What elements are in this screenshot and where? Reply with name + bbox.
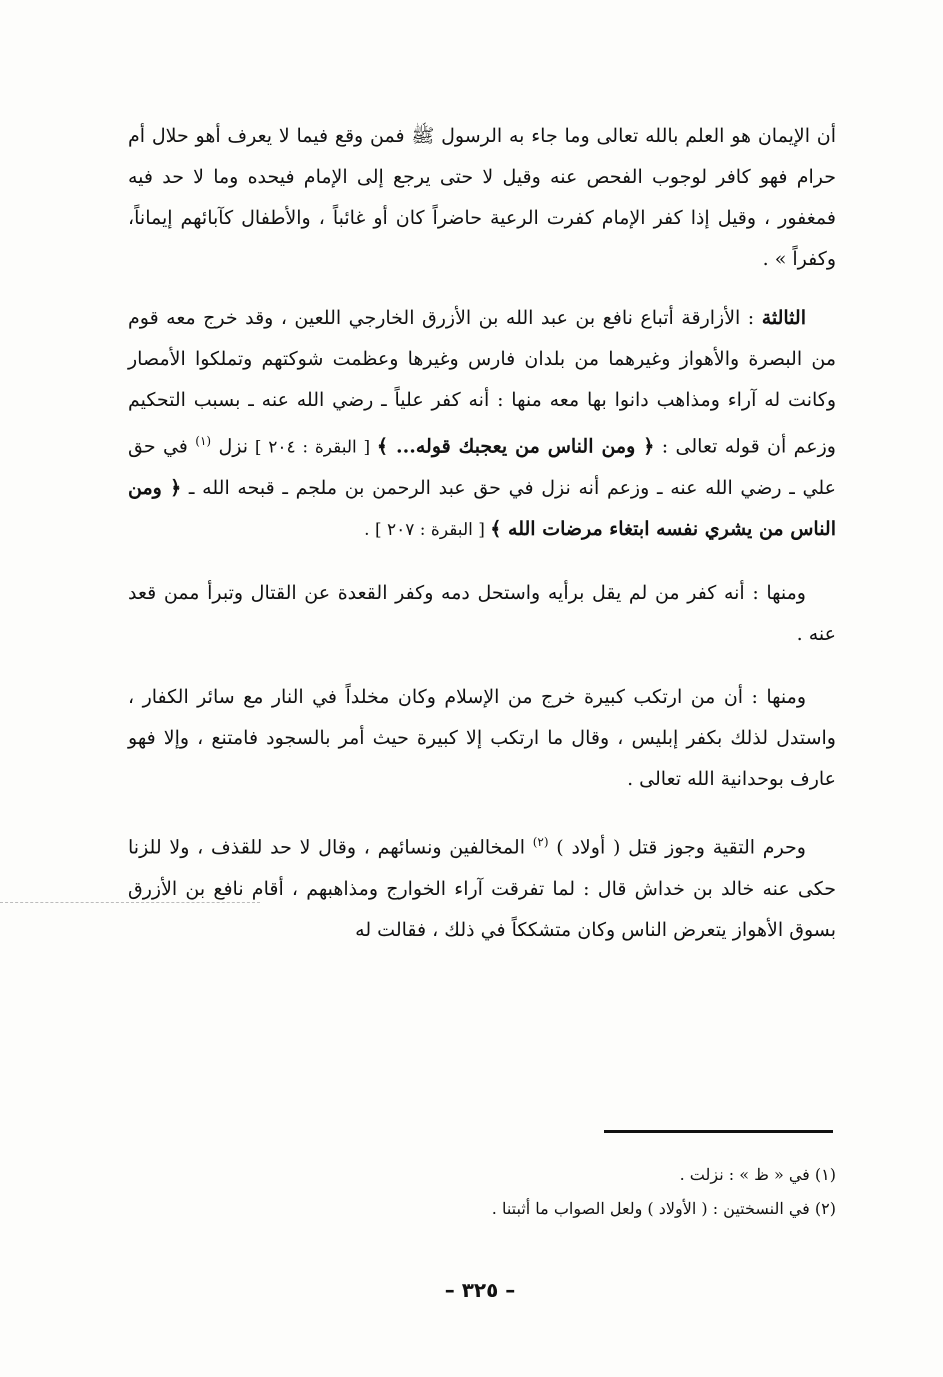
paragraph-taqiyya: [128, 822, 836, 950]
verse-reference-1: [ البقرة : ٢٠٤ ]: [248, 437, 377, 458]
verse-reference-2: [ البقرة : ٢٠٧ ] .: [364, 520, 491, 541]
scan-artifact-line: [0, 902, 260, 904]
text-segment: المخالفين ونسائهم ، وقال لا حد للقذف ، ولا للزنا حكى عنه خالد بن خداش قال : لما تفرقت آراء الخوارج ومذاهبهم ، أقام نافع بن الأزرق بسوق الأهواز يتعرض الناس وكان متشككاً في ذلك ، فقالت له: [128, 836, 836, 941]
section-heading-third: الثالثة: [761, 307, 806, 329]
text-segment: في حق علي ـ رضي الله عنه ـ وزعم أنه نزل في حق عبد الرحمن بن ملجم ـ قبحه الله ـ: [128, 435, 836, 500]
quran-verse-2: ﴿ ومن الناس من يشري نفسه ابتغاء مرضات الله ﴾: [128, 477, 836, 541]
paragraph-iman: أن الإيمان هو العلم بالله تعالى وما جاء به الرسول ﷺ فمن وقع فيما لا يعرف أهو حلال أم حرام فهو كافر لوجوب الفحص عنه وقيل لا حتى يرجع إلى الإمام فيحده وما لا حد فيه فمغفور ، وقيل إذا كفر الإمام كفرت الرعية حاضراً كان أو غائباً ، والأطفال كآبائهم إيماناً، وكفراً » .: [128, 125, 836, 270]
footnotes: [300, 1158, 836, 1226]
page-number: – ٣٢٥ –: [444, 1278, 516, 1302]
paragraph-minha-1: ومنها : أنه كفر من لم يقل برأيه واستحل دمه وكفر القعدة عن القتال وتبرأ ممن قعد عنه .: [128, 582, 836, 646]
text-segment: : الأزارقة أتباع نافع بن عبد الله بن الأزرق الخارجي اللعين ، وقد خرج معه قوم من البصرة والأهواز وغيرهما من بلدان فارس وغيرها وعظمت شوكتهم وتملكوا الأمصار وكانت له آراء ومذاهب دانوا بها معه منها : أنه كفر علياً ـ رضي الله عنه ـ بسبب التحكيم وزعم أن قوله تعالى :: [128, 307, 836, 458]
quran-verse-1: ﴿ ومن الناس من يعجبك قوله... ﴾: [376, 435, 655, 458]
footnote-marker-1: (١): [195, 434, 212, 448]
paragraph-minha-2: ومنها : أن من ارتكب كبيرة خرج من الإسلام وكان مخلداً في النار مع سائر الكفار ، واستدل لذلك بكفر إبليس ، وقال ما ارتكب إلا كبيرة حيث أمر بالسجود فامتنع ، وإلا فهو عارف بوحدانية الله تعالى .: [128, 686, 836, 791]
paragraph-azariqa: [128, 298, 836, 551]
footnote-marker-2: (٢): [532, 835, 549, 850]
footnote-2: (٢) في النسختين : ( الأولاد ) ولعل الصواب ما أثبتنا .: [491, 1199, 836, 1218]
footnote-separator: [604, 1130, 833, 1133]
text-segment: وحرم التقية وجوز قتل ( أولاد ): [548, 836, 806, 859]
main-text: [128, 116, 836, 973]
footnote-1: (١) في « ظ » : نزلت .: [679, 1165, 836, 1184]
text-segment: نزل: [211, 435, 249, 458]
